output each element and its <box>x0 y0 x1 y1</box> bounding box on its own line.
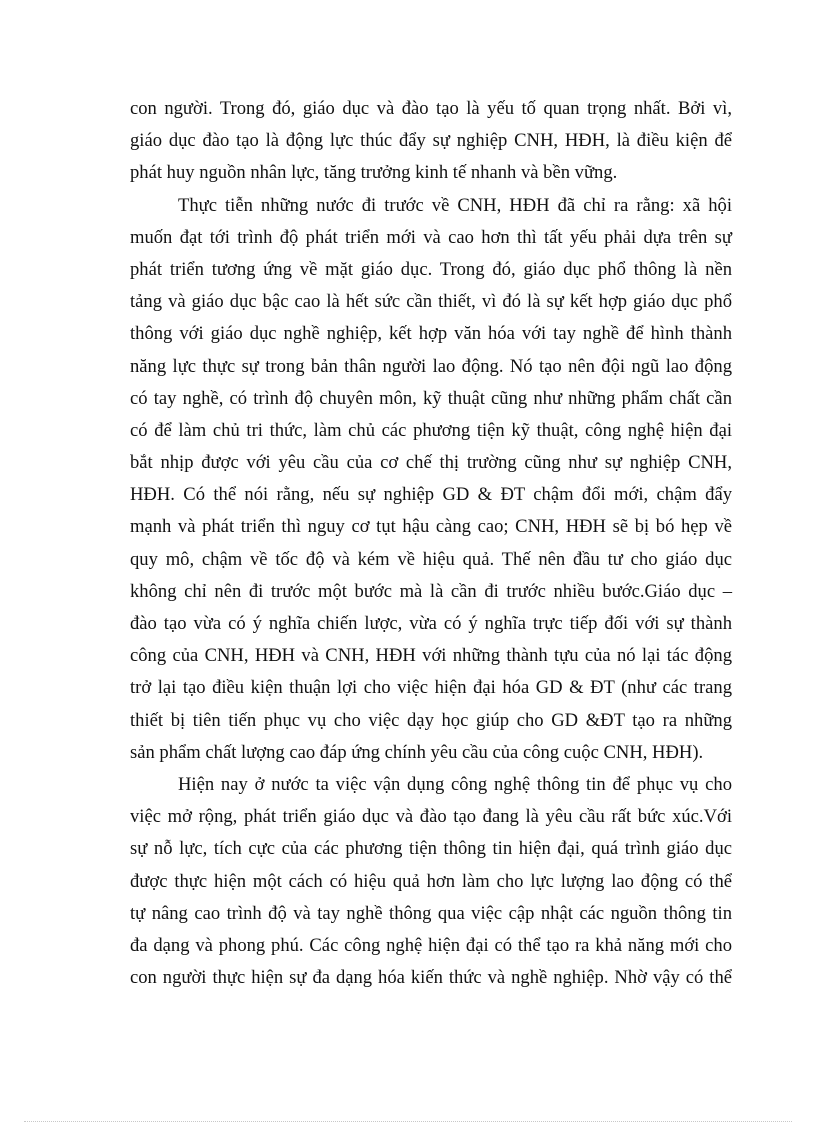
text-line: thiết bị tiên tiến phục vụ cho việc dạy học giúp cho GD &ĐT tạo ra những <box>130 709 732 731</box>
text-line: năng lực thực sự trong bản thân người lao động. Nó tạo nên đội ngũ lao động <box>130 355 732 377</box>
text-line: HĐH. Có thể nói rằng, nếu sự nghiệp GD & ĐT chậm đổi mới, chậm đẩy <box>130 484 732 506</box>
text-line: Hiện nay ở nước ta việc vận dụng công nghệ thông tin để phục vụ cho <box>178 773 732 795</box>
text-line: có tay nghề, có trình độ chuyên môn, kỹ thuật cũng như những phẩm chất cần <box>130 387 732 409</box>
text-line: sự nỗ lực, tích cực của các phương tiện thông tin hiện đại, quá trình giáo dục <box>130 838 732 860</box>
text-line: muốn đạt tới trình độ phát triển mới và cao hơn thì tất yếu phải dựa trên sự <box>130 226 732 248</box>
text-line: thông với giáo dục nghề nghiệp, kết hợp văn hóa với tay nghề để hình thành <box>130 323 732 345</box>
text-line: phát huy nguồn nhân lực, tăng trưởng kinh tế nhanh và bền vững. <box>130 162 618 184</box>
text-line: quy mô, chậm về tốc độ và kém về hiệu quả. Thế nên đầu tư cho giáo dục <box>130 548 732 570</box>
text-line: đa dạng và phong phú. Các công nghệ hiện đại có thể tạo ra khả năng mới cho <box>130 934 732 956</box>
paragraph-3 <box>130 769 732 994</box>
text-line: công của CNH, HĐH và CNH, HĐH với những thành tựu của nó lại tác động <box>130 645 732 667</box>
text-line: không chỉ nên đi trước một bước mà là cần đi trước nhiều bước.Giáo dục – <box>130 580 732 602</box>
document-body <box>130 93 732 994</box>
page-bottom-border <box>24 1121 792 1122</box>
text-line: mạnh và phát triển thì nguy cơ tụt hậu càng cao; CNH, HĐH sẽ bị bó hẹp về <box>130 516 732 538</box>
text-line: giáo dục đào tạo là động lực thúc đẩy sự nghiệp CNH, HĐH, là điều kiện để <box>130 130 732 152</box>
text-line: đào tạo vừa có ý nghĩa chiến lược, vừa có ý nghĩa trực tiếp đối với sự thành <box>130 613 732 634</box>
text-line: Thực tiễn những nước đi trước về CNH, HĐH đã chỉ ra rằng: xã hội <box>178 194 732 216</box>
paragraph-2 <box>130 190 732 769</box>
text-line: trở lại tạo điều kiện thuận lợi cho việc hiện đại hóa GD & ĐT (như các trang <box>130 677 732 699</box>
paragraph-1 <box>130 93 732 190</box>
text-line: có để làm chủ tri thức, làm chủ các phương tiện kỹ thuật, công nghệ hiện đại <box>130 419 732 441</box>
text-line: con người thực hiện sự đa dạng hóa kiến thức và nghề nghiệp. Nhờ vậy có thể <box>130 967 732 989</box>
text-line: tự nâng cao trình độ và tay nghề thông qua việc cập nhật các nguồn thông tin <box>130 902 732 924</box>
text-line: sản phẩm chất lượng cao đáp ứng chính yêu cầu của công cuộc CNH, HĐH). <box>130 741 704 763</box>
text-line: được thực hiện một cách có hiệu quả hơn làm cho lực lượng lao động có thể <box>130 870 732 892</box>
text-line: phát triển tương ứng về mặt giáo dục. Trong đó, giáo dục phổ thông là nền <box>130 258 732 280</box>
text-line: con người. Trong đó, giáo dục và đào tạo là yếu tố quan trọng nhất. Bởi vì, <box>130 98 732 119</box>
text-line: tảng và giáo dục bậc cao là hết sức cần thiết, vì đó là sự kết hợp giáo dục phổ <box>130 291 732 313</box>
text-line: bắt nhịp được với yêu cầu của cơ chế thị trường cũng như sự nghiệp CNH, <box>130 452 732 474</box>
text-line: việc mở rộng, phát triển giáo dục và đào tạo đang là yêu cầu rất bức xúc.Với <box>130 806 732 828</box>
